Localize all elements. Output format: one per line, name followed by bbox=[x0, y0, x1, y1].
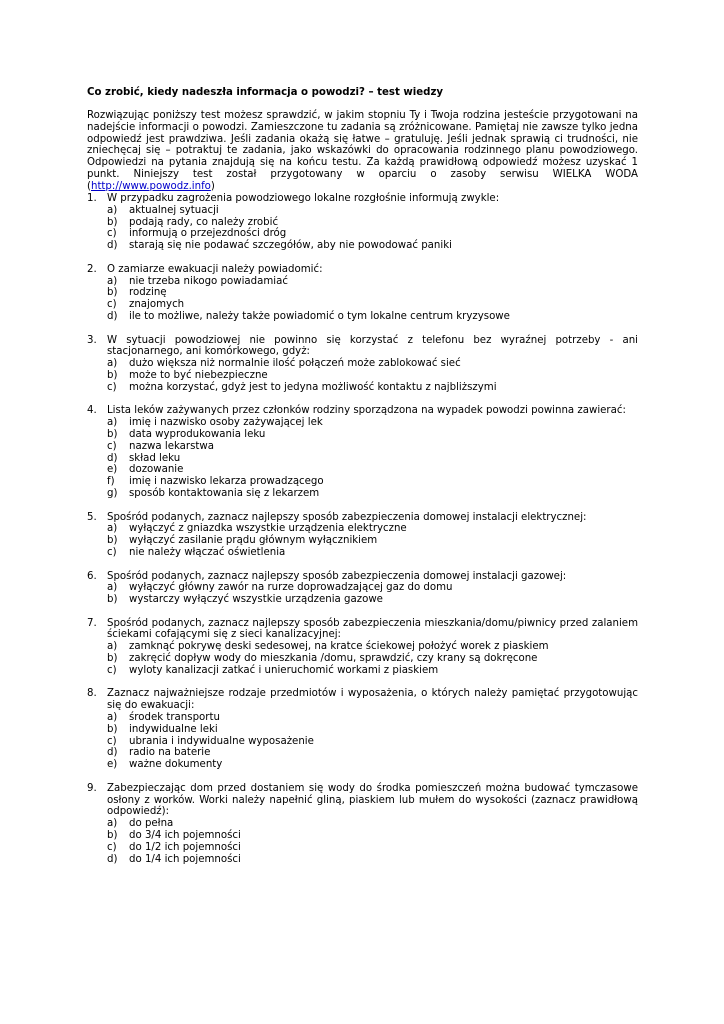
answer-options bbox=[107, 523, 638, 558]
option-letter: b) bbox=[107, 369, 118, 381]
option-letter: b) bbox=[107, 216, 118, 228]
answer-option bbox=[107, 358, 638, 370]
answer-option bbox=[107, 488, 638, 500]
option-letter: c) bbox=[107, 546, 117, 558]
question-number: 9. bbox=[87, 782, 97, 794]
option-letter: a) bbox=[107, 523, 118, 535]
option-letter: b) bbox=[107, 594, 118, 606]
answer-option bbox=[107, 712, 638, 724]
option-letter: b) bbox=[107, 428, 118, 440]
option-letter: c) bbox=[107, 228, 117, 240]
question-item bbox=[87, 512, 638, 559]
option-text: zakręcić dopływ wody do mieszkania /domu, sprawdzić, czy krany są dokręcone bbox=[129, 653, 538, 665]
option-text: zamknąć pokrywę deski sedesowej, na kratce ściekowej położyć worek z piaskiem bbox=[129, 641, 549, 653]
option-letter: b) bbox=[107, 287, 118, 299]
source-link[interactable]: http://www.powodz.info bbox=[90, 180, 211, 192]
question-text: Zaznacz najważniejsze rodzaje przedmiotów i wyposażenia, o których należy pamiętać przygotowując się do ewakuacji: bbox=[107, 688, 638, 712]
answer-option bbox=[107, 854, 638, 866]
option-text: nazwa lekarstwa bbox=[129, 440, 214, 452]
option-letter: c) bbox=[107, 841, 117, 853]
answer-option bbox=[107, 759, 638, 771]
answer-option bbox=[107, 453, 638, 465]
question-item bbox=[87, 571, 638, 606]
answer-option bbox=[107, 217, 638, 229]
answer-option bbox=[107, 311, 638, 323]
answer-option bbox=[107, 276, 638, 288]
question-item bbox=[87, 335, 638, 394]
answer-option bbox=[107, 441, 638, 453]
option-letter: c) bbox=[107, 381, 117, 393]
answer-option bbox=[107, 818, 638, 830]
answer-options bbox=[107, 417, 638, 500]
option-text: podają rady, co należy zrobić bbox=[129, 216, 279, 228]
option-letter: a) bbox=[107, 582, 118, 594]
question-number: 4. bbox=[87, 405, 97, 417]
option-text: może to być niebezpieczne bbox=[129, 369, 268, 381]
question-text: W sytuacji powodziowej nie powinno się korzystać z telefonu bez wyraźnej potrzeby - ani stacjonarnego, ani komórkowego, gdyż: bbox=[107, 334, 638, 358]
answer-option bbox=[107, 547, 638, 559]
option-letter: e) bbox=[107, 759, 118, 771]
option-letter: c) bbox=[107, 664, 117, 676]
intro-text: Rozwiązując poniższy test możesz sprawdzić, w jakim stopniu Ty i Twoja rodzina jesteście przygotowani na nadejście informacji o powodzi. Zamieszczone tu zadania są zróżnicowane. Pamiętaj nie zawsze tylko jedna odpowiedź jest prawdziwa. Jeśli zadania okażą się łatwe – gratuluję. Jeśli jednak sprawią ci trudności, nie zniechęcaj się – potraktuj te zadania, jako wskazówki do opracowania rodzinnego planu powodziowego. Odpowiedzi na pytania znajdują się na końcu testu. Za każdą prawidłową odpowiedź możesz uzyskać 1 punkt. Niniejszy test został przygotowany w oparciu o zasoby serwisu WIELKA WODA ( bbox=[87, 110, 638, 192]
option-text: nie należy włączać oświetlenia bbox=[129, 546, 286, 558]
option-letter: e) bbox=[107, 464, 118, 476]
option-letter: c) bbox=[107, 299, 117, 311]
option-letter: b) bbox=[107, 653, 118, 665]
question-text: Zabezpieczając dom przed dostaniem się wody do środka pomieszczeń można budować tymczasowe osłony z worków. Worki należy napełnić gliną, piaskiem lub mułem do wysokości (zaznacz prawidłową odpowiedź): bbox=[107, 782, 638, 818]
answer-option bbox=[107, 476, 638, 488]
answer-option bbox=[107, 594, 638, 606]
option-text: do 1/4 ich pojemności bbox=[129, 853, 241, 865]
answer-options bbox=[107, 582, 638, 606]
question-list bbox=[87, 193, 638, 877]
option-text: wyloty kanalizacji zatkać i unieruchomić workami z piaskiem bbox=[129, 664, 439, 676]
option-letter: a) bbox=[107, 712, 118, 724]
answer-option bbox=[107, 747, 638, 759]
option-text: do 1/2 ich pojemności bbox=[129, 841, 241, 853]
option-letter: a) bbox=[107, 818, 118, 830]
option-text: do 3/4 ich pojemności bbox=[129, 830, 241, 842]
option-text: środek transportu bbox=[129, 712, 220, 724]
option-letter: a) bbox=[107, 275, 118, 287]
answer-option bbox=[107, 228, 638, 240]
option-text: wystarczy wyłączyć wszystkie urządzenia gazowe bbox=[129, 594, 383, 606]
option-text: wyłączyć zasilanie prądu głównym wyłącznikiem bbox=[129, 535, 378, 547]
question-number: 1. bbox=[87, 193, 97, 204]
question-number: 3. bbox=[87, 334, 97, 346]
answer-option bbox=[107, 382, 638, 394]
answer-option bbox=[107, 417, 638, 429]
option-letter: a) bbox=[107, 358, 118, 370]
option-text: dużo większa niż normalnie ilość połączeń może zablokować sieć bbox=[129, 358, 461, 370]
option-letter: d) bbox=[107, 310, 118, 322]
intro-paragraph bbox=[87, 110, 638, 193]
option-letter: f) bbox=[107, 476, 115, 488]
option-text: data wyprodukowania leku bbox=[129, 428, 266, 440]
option-text: można korzystać, gdyż jest to jedyna możliwość kontaktu z najbliższymi bbox=[129, 381, 497, 393]
option-letter: d) bbox=[107, 747, 118, 759]
option-text: skład leku bbox=[129, 452, 181, 464]
option-text: znajomych bbox=[129, 299, 185, 311]
answer-option bbox=[107, 429, 638, 441]
option-letter: b) bbox=[107, 535, 118, 547]
option-text: dozowanie bbox=[129, 464, 184, 476]
answer-option bbox=[107, 653, 638, 665]
option-letter: a) bbox=[107, 641, 118, 653]
option-letter: c) bbox=[107, 735, 117, 747]
answer-option bbox=[107, 582, 638, 594]
question-text: Spośród podanych, zaznacz najlepszy sposób zabezpieczenia domowej instalacji elektrycznej: bbox=[107, 511, 587, 523]
option-text: starają się nie podawać szczegółów, aby nie powodować paniki bbox=[129, 240, 452, 252]
question-number: 5. bbox=[87, 511, 97, 523]
option-text: indywidualne leki bbox=[129, 723, 218, 735]
answer-options bbox=[107, 205, 638, 252]
option-text: ważne dokumenty bbox=[129, 759, 223, 771]
question-text: Lista leków zażywanych przez członków rodziny sporządzona na wypadek powodzi powinna zawierać: bbox=[107, 405, 626, 417]
question-text: Spośród podanych, zaznacz najlepszy sposób zabezpieczenia mieszkania/domu/piwnicy przed zalaniem ściekami cofającymi się z sieci kanalizacyjnej: bbox=[107, 617, 638, 641]
question-item bbox=[87, 264, 638, 323]
option-text: wyłączyć główny zawór na rurze doprowadzającej gaz do domu bbox=[129, 582, 453, 594]
option-text: sposób kontaktowania się z lekarzem bbox=[129, 487, 320, 499]
answer-options bbox=[107, 818, 638, 865]
answer-option bbox=[107, 842, 638, 854]
option-text: imię i nazwisko osoby zażywającej lek bbox=[129, 417, 323, 429]
option-text: aktualnej sytuacji bbox=[129, 204, 219, 216]
question-item bbox=[87, 618, 638, 677]
option-text: ile to możliwe, należy także powiadomić o tym lokalne centrum kryzysowe bbox=[129, 310, 510, 322]
option-letter: d) bbox=[107, 853, 118, 865]
option-letter: b) bbox=[107, 723, 118, 735]
option-letter: g) bbox=[107, 487, 118, 499]
option-text: rodzinę bbox=[129, 287, 167, 299]
question-number: 2. bbox=[87, 263, 97, 275]
intro-closing: ) bbox=[210, 180, 215, 192]
question-text: W przypadku zagrożenia powodziowego lokalne rozgłośnie informują zwykle: bbox=[107, 193, 500, 204]
answer-option bbox=[107, 665, 638, 677]
question-number: 8. bbox=[87, 688, 97, 700]
answer-options bbox=[107, 358, 638, 393]
answer-option bbox=[107, 299, 638, 311]
answer-option bbox=[107, 287, 638, 299]
question-text: Spośród podanych, zaznacz najlepszy sposób zabezpieczenia domowej instalacji gazowej: bbox=[107, 570, 567, 582]
answer-option bbox=[107, 523, 638, 535]
answer-option bbox=[107, 724, 638, 736]
question-item bbox=[87, 193, 638, 252]
question-number: 7. bbox=[87, 617, 97, 629]
question-number: 6. bbox=[87, 570, 97, 582]
option-text: radio na baterie bbox=[129, 747, 211, 759]
question-text: O zamiarze ewakuacji należy powiadomić: bbox=[107, 263, 323, 275]
answer-option bbox=[107, 535, 638, 547]
answer-options bbox=[107, 712, 638, 771]
document-title: Co zrobić, kiedy nadeszła informacja o powodzi? – test wiedzy bbox=[87, 87, 444, 98]
answer-option bbox=[107, 641, 638, 653]
option-text: informują o przejezdności dróg bbox=[129, 228, 287, 240]
option-letter: d) bbox=[107, 452, 118, 464]
option-text: wyłączyć z gniazdka wszystkie urządzenia elektryczne bbox=[129, 523, 407, 535]
option-text: do pełna bbox=[129, 818, 174, 830]
option-letter: d) bbox=[107, 240, 118, 252]
answer-option bbox=[107, 205, 638, 217]
option-text: ubrania i indywidualne wyposażenie bbox=[129, 735, 314, 747]
answer-options bbox=[107, 641, 638, 676]
answer-options bbox=[107, 276, 638, 323]
question-item bbox=[87, 405, 638, 499]
answer-option bbox=[107, 240, 638, 252]
option-letter: a) bbox=[107, 204, 118, 216]
answer-option bbox=[107, 370, 638, 382]
option-text: imię i nazwisko lekarza prowadzącego bbox=[129, 476, 324, 488]
option-letter: c) bbox=[107, 440, 117, 452]
option-letter: b) bbox=[107, 830, 118, 842]
answer-option bbox=[107, 736, 638, 748]
answer-option bbox=[107, 464, 638, 476]
answer-option bbox=[107, 830, 638, 842]
option-letter: a) bbox=[107, 417, 118, 429]
question-item bbox=[87, 688, 638, 771]
option-text: nie trzeba nikogo powiadamiać bbox=[129, 275, 288, 287]
question-item bbox=[87, 783, 638, 866]
